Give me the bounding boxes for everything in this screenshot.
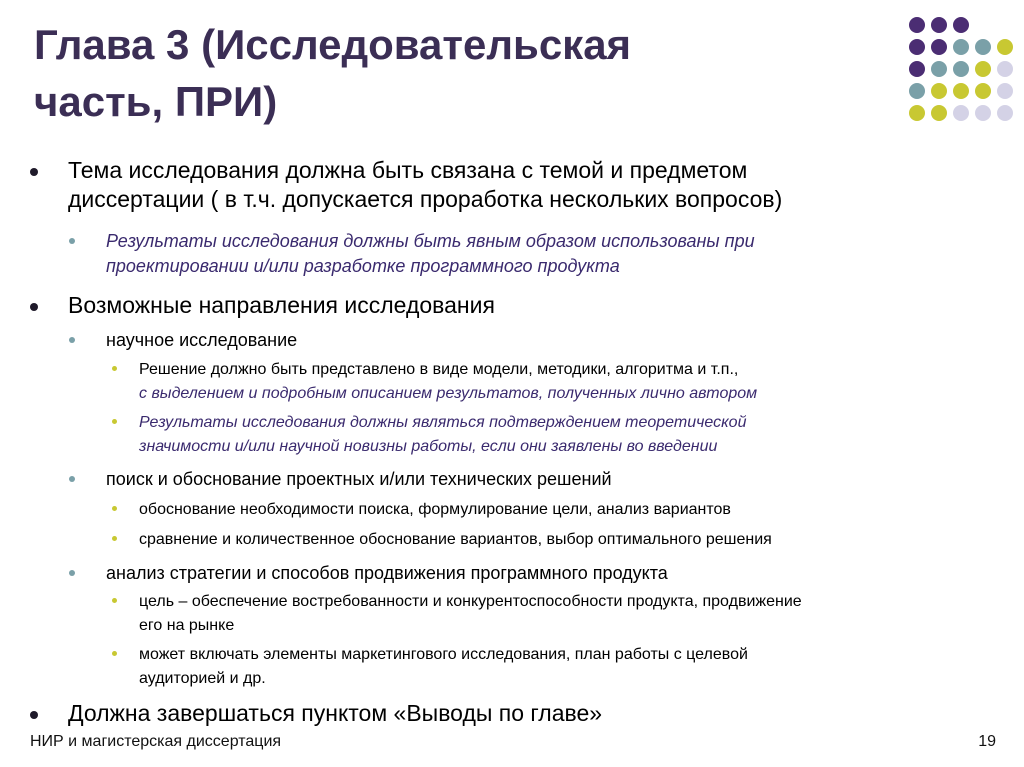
title-line-2: часть, ПРИ) — [34, 78, 278, 125]
bullet-icon — [112, 598, 117, 603]
list-item — [68, 291, 978, 320]
list-item-text: Результаты исследования должны являться подтверждением теоретической — [139, 414, 747, 431]
list-item-text: Решение должно быть представлено в виде модели, методики, алгоритма и т.п., — [139, 361, 739, 378]
list-item — [106, 328, 976, 353]
bullet-icon — [30, 711, 38, 719]
list-item — [139, 528, 979, 552]
bullet-icon — [112, 651, 117, 656]
list-item-text: Возможные направления исследования — [68, 292, 495, 318]
list-item — [106, 467, 976, 492]
list-item-text: с выделением и подробным описанием результатов, полученных лично автором — [139, 385, 758, 402]
list-item-text: значимости и/или научной новизны работы, если они заявлены во введении — [139, 438, 718, 455]
bullet-icon — [30, 168, 38, 176]
page-number: 19 — [978, 733, 996, 750]
list-item-text: сравнение и количественное обоснование вариантов, выбор оптимального решения — [139, 531, 772, 548]
bullet-icon — [69, 337, 75, 343]
list-item-text: цель – обеспечение востребованности и конкурентоспособности продукта, продвижение — [139, 593, 802, 610]
list-item-text: может включать элементы маркетингового исследования, план работы с целевой — [139, 646, 748, 663]
list-item-text: научное исследование — [106, 330, 298, 350]
list-item-text: поиск и обоснование проектных и/или технических решений — [106, 469, 612, 489]
list-item-text: диссертации ( в т.ч. допускается проработка нескольких вопросов) — [68, 186, 783, 212]
list-item-text: Должна завершаться пунктом «Выводы по главе» — [68, 700, 603, 726]
bullet-icon — [69, 570, 75, 576]
list-item — [139, 498, 979, 522]
bullet-icon — [69, 476, 75, 482]
list-item — [139, 590, 979, 638]
list-item-text: аудиторией и др. — [139, 670, 266, 687]
footer-caption: НИР и магистерская диссертация — [30, 733, 282, 750]
list-item-text: Результаты исследования должны быть явным образом использованы при — [106, 231, 755, 251]
list-item — [139, 411, 979, 459]
bullet-icon — [112, 536, 117, 541]
bullet-icon — [112, 419, 117, 424]
list-item — [106, 229, 976, 279]
list-item — [139, 358, 979, 406]
list-item-text: обоснование необходимости поиска, формулирование цели, анализ вариантов — [139, 501, 731, 518]
bullet-icon — [112, 366, 117, 371]
list-item-text: проектировании и/или разработке программного продукта — [106, 256, 620, 276]
bullet-icon — [112, 506, 117, 511]
bullet-icon — [69, 238, 75, 244]
bullet-icon — [30, 303, 38, 311]
list-item — [139, 643, 979, 691]
list-item — [68, 699, 978, 728]
list-item — [106, 561, 976, 586]
list-item-text: его на рынке — [139, 617, 235, 634]
title-line-1: Глава 3 (Исследовательская — [34, 21, 632, 68]
list-item-text: анализ стратегии и способов продвижения программного продукта — [106, 563, 668, 583]
list-item-text: Тема исследования должна быть связана с темой и предметом — [68, 157, 748, 183]
list-item — [68, 156, 978, 214]
